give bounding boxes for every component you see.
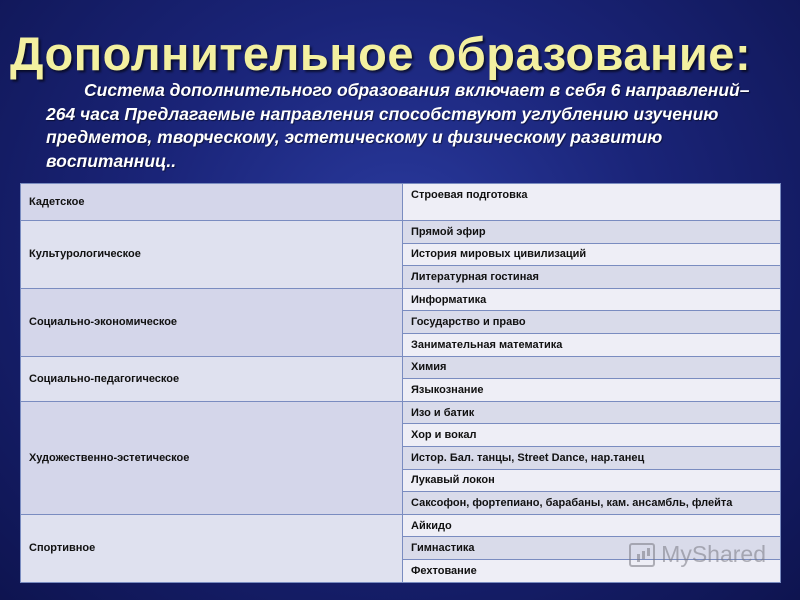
chart-icon — [629, 543, 655, 567]
slide-subtitle: Система дополнительного образования включает в себя 6 направлений– 264 часа Предлагаемые направления способствуют углублению изучению предметов, творческому, эстетическому и физическому развитию воспитанниц.. — [46, 80, 750, 171]
table-row — [21, 221, 781, 244]
activity-cell: Языкознание — [403, 379, 781, 402]
activity-cell: История мировых цивилизаций — [403, 243, 781, 266]
activity-cell: Гимнастика — [403, 537, 781, 560]
activity-cell: Фехтование — [403, 559, 781, 582]
activity-cell: Саксофон, фортепиано, барабаны, кам. ансамбль, флейта — [403, 492, 781, 515]
activity-cell: Информатика — [403, 288, 781, 311]
direction-cell: Культурологическое — [21, 221, 403, 289]
direction-cell: Кадетское — [21, 184, 403, 221]
activity-cell: Строевая подготовка — [403, 184, 781, 221]
activity-cell: Истор. Бал. танцы, Street Dance, нар.танец — [403, 446, 781, 469]
table-row — [21, 288, 781, 311]
watermark — [629, 541, 766, 568]
slide-title-text: Дополнительное образование — [10, 27, 735, 80]
activity-cell: Литературная гостиная — [403, 266, 781, 289]
table-row — [21, 184, 781, 221]
activity-cell: Хор и вокал — [403, 424, 781, 447]
activity-cell: Айкидо — [403, 514, 781, 537]
table-row — [21, 401, 781, 424]
directions-table — [20, 183, 781, 583]
activity-cell: Прямой эфир — [403, 221, 781, 244]
activity-cell: Лукавый локон — [403, 469, 781, 492]
watermark-text: MyShared — [661, 541, 766, 567]
activity-cell: Занимательная математика — [403, 333, 781, 356]
slide-title-colon: : — [734, 27, 752, 80]
direction-cell: Социально-педагогическое — [21, 356, 403, 401]
activity-cell: Химия — [403, 356, 781, 379]
activity-cell: Государство и право — [403, 311, 781, 334]
direction-cell: Спортивное — [21, 514, 403, 582]
table-row — [21, 356, 781, 379]
direction-cell: Социально-экономическое — [21, 288, 403, 356]
slide-title — [10, 26, 751, 81]
directions-table-body — [21, 184, 781, 583]
direction-cell: Художественно-эстетическое — [21, 401, 403, 514]
table-row — [21, 514, 781, 537]
activity-cell: Изо и батик — [403, 401, 781, 424]
